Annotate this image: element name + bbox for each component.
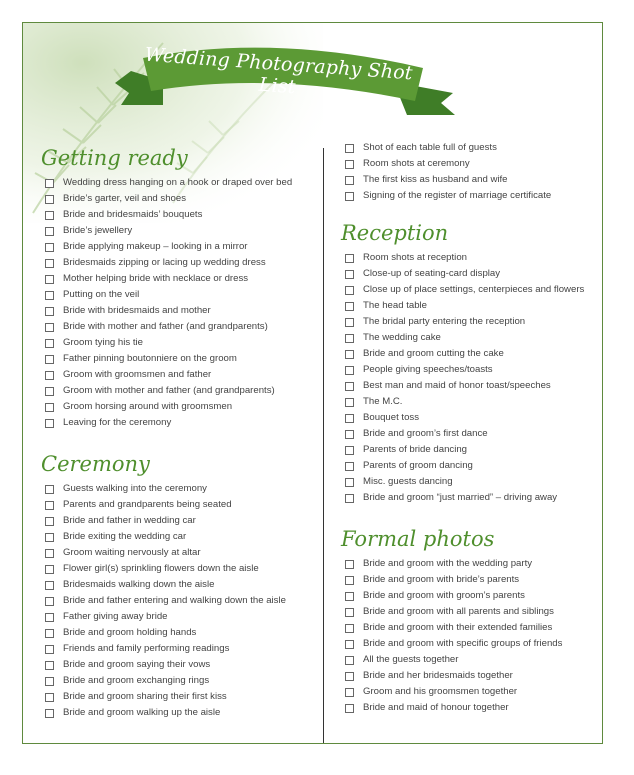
left-column: [41, 145, 321, 721]
checklist-item: [41, 383, 321, 399]
checkbox[interactable]: [345, 672, 354, 681]
checkbox[interactable]: [45, 693, 54, 702]
checklist-item: [41, 335, 321, 351]
checklist-item: [341, 588, 603, 604]
checklist-item: [41, 481, 321, 497]
checkbox[interactable]: [345, 624, 354, 633]
checkbox[interactable]: [345, 608, 354, 617]
checkbox[interactable]: [345, 270, 354, 279]
checklist-item-label: Parents of bride dancing: [363, 444, 467, 455]
checklist-item-label: Room shots at reception: [363, 252, 467, 263]
checklist-item: [341, 140, 603, 156]
ceremony-list: [41, 481, 321, 721]
checkbox[interactable]: [45, 259, 54, 268]
checkbox[interactable]: [45, 291, 54, 300]
checkbox[interactable]: [345, 350, 354, 359]
checklist-item-label: Parents of groom dancing: [363, 460, 473, 471]
checkbox[interactable]: [345, 286, 354, 295]
checklist-item: [41, 561, 321, 577]
checklist-item: [41, 415, 321, 431]
checkbox[interactable]: [45, 645, 54, 654]
checklist-item-label: Signing of the register of marriage certificate: [363, 190, 552, 201]
checklist-item: [341, 298, 603, 314]
checklist-item-label: Bride and groom with specific groups of friends: [363, 638, 563, 649]
checkbox[interactable]: [45, 613, 54, 622]
checklist-item: [341, 620, 603, 636]
checklist-item: [341, 668, 603, 684]
checkbox[interactable]: [45, 195, 54, 204]
checklist-item-label: Bride and groom saying their vows: [63, 659, 211, 670]
checklist-item: [341, 426, 603, 442]
checklist-item: [341, 378, 603, 394]
checklist-item: [341, 266, 603, 282]
checkbox[interactable]: [345, 430, 354, 439]
checkbox[interactable]: [45, 243, 54, 252]
checkbox[interactable]: [45, 565, 54, 574]
checkbox[interactable]: [345, 656, 354, 665]
checklist-item-label: Bride and groom with groom’s parents: [363, 590, 525, 601]
checklist-item: [341, 362, 603, 378]
checklist-item-label: The M.C.: [363, 396, 403, 407]
checkbox[interactable]: [45, 403, 54, 412]
checklist-item: [341, 330, 603, 346]
checklist-item-label: Groom horsing around with groomsmen: [63, 401, 233, 412]
checkbox[interactable]: [45, 371, 54, 380]
checkbox[interactable]: [45, 485, 54, 494]
checkbox[interactable]: [345, 318, 354, 327]
checkbox[interactable]: [45, 275, 54, 284]
checklist-item-label: Bride with bridesmaids and mother: [63, 305, 211, 316]
checklist-item: [41, 657, 321, 673]
checkbox[interactable]: [45, 549, 54, 558]
checkbox[interactable]: [345, 446, 354, 455]
checkbox[interactable]: [45, 339, 54, 348]
section-heading-formal-photos: Formal photos: [341, 527, 495, 551]
checkbox[interactable]: [345, 160, 354, 169]
checklist-item: [341, 188, 603, 204]
checklist-item-label: Friends and family performing readings: [63, 643, 230, 654]
checkbox[interactable]: [45, 355, 54, 364]
checklist-item-label: Bridesmaids walking down the aisle: [63, 579, 215, 590]
page-title: Wedding Photography Shot List: [144, 43, 414, 99]
checklist-item-label: Bouquet toss: [363, 412, 420, 423]
ceremony-continued-list: [341, 140, 603, 204]
checklist-item-label: Bride and bridesmaids’ bouquets: [63, 209, 203, 220]
checklist-item: [341, 282, 603, 298]
checkbox[interactable]: [345, 334, 354, 343]
checklist-item: [41, 641, 321, 657]
checklist-item: [341, 156, 603, 172]
checklist-item: [41, 303, 321, 319]
checklist-item: [41, 529, 321, 545]
checklist-item: [341, 684, 603, 700]
checkbox[interactable]: [345, 382, 354, 391]
checkbox[interactable]: [45, 387, 54, 396]
checklist-item: [41, 625, 321, 641]
checklist-item: [41, 351, 321, 367]
checklist-item: [41, 175, 321, 191]
checklist-item: [41, 271, 321, 287]
checklist-item-label: The bridal party entering the reception: [363, 316, 526, 327]
checkbox[interactable]: [345, 576, 354, 585]
checklist-item-label: Room shots at ceremony: [363, 158, 470, 169]
checklist-item-label: The head table: [363, 300, 428, 311]
checklist-item: [41, 399, 321, 415]
checklist-item: [341, 458, 603, 474]
checkbox[interactable]: [45, 501, 54, 510]
checklist-item-label: Bride and father entering and walking down the aisle: [63, 595, 286, 606]
checkbox[interactable]: [45, 677, 54, 686]
checklist-item: [341, 314, 603, 330]
checklist-item-label: Bride and groom cutting the cake: [363, 348, 504, 359]
checkbox[interactable]: [345, 640, 354, 649]
checklist-item-label: Bride and groom with all parents and siblings: [363, 606, 554, 617]
checklist-item: [341, 652, 603, 668]
checklist-item-label: Father giving away bride: [63, 611, 168, 622]
checklist-item-label: Bride’s garter, veil and shoes: [63, 193, 187, 204]
checklist-item-label: Flower girl(s) sprinkling flowers down the aisle: [63, 563, 259, 574]
checklist-item: [41, 367, 321, 383]
checkbox[interactable]: [45, 597, 54, 606]
checklist-item-label: The first kiss as husband and wife: [363, 174, 508, 185]
checkbox[interactable]: [345, 704, 354, 713]
checkbox[interactable]: [345, 398, 354, 407]
checklist-item: [41, 223, 321, 239]
section-heading-ceremony: Ceremony: [41, 452, 150, 476]
checklist-item: [41, 689, 321, 705]
checkbox[interactable]: [345, 366, 354, 375]
getting-ready-list: [41, 175, 321, 431]
checklist-item: [341, 700, 603, 716]
checklist-item: [341, 346, 603, 362]
checklist-item-label: Groom waiting nervously at altar: [63, 547, 201, 558]
checklist-item-label: Bride with mother and father (and grandparents): [63, 321, 268, 332]
checkbox[interactable]: [45, 629, 54, 638]
checklist-item: [341, 442, 603, 458]
checkbox[interactable]: [345, 144, 354, 153]
checklist-item-label: Bride and groom’s first dance: [363, 428, 488, 439]
checkbox[interactable]: [45, 517, 54, 526]
checklist-item: [341, 394, 603, 410]
checkbox[interactable]: [45, 709, 54, 718]
checklist-item-label: The wedding cake: [363, 332, 441, 343]
checklist-item-label: Bride and groom holding hands: [63, 627, 197, 638]
checklist-item: [41, 497, 321, 513]
column-divider: [323, 148, 324, 744]
checklist-item: [341, 604, 603, 620]
checklist-item: [341, 636, 603, 652]
checklist-item: [341, 410, 603, 426]
checklist-item: [41, 239, 321, 255]
checkbox[interactable]: [345, 192, 354, 201]
checklist-item-label: Groom tying his tie: [63, 337, 143, 348]
checkbox[interactable]: [345, 592, 354, 601]
checkbox[interactable]: [345, 176, 354, 185]
checklist-item-label: People giving speeches/toasts: [363, 364, 493, 375]
checklist-item-label: Close up of place settings, centerpieces and flowers: [363, 284, 585, 295]
checklist-item-label: Bride and father in wedding car: [63, 515, 196, 526]
checkbox[interactable]: [45, 419, 54, 428]
checklist-item-label: Bride exiting the wedding car: [63, 531, 187, 542]
checklist-item-label: Guests walking into the ceremony: [63, 483, 207, 494]
checklist-item-label: Groom with groomsmen and father: [63, 369, 212, 380]
checklist-item: [41, 191, 321, 207]
checklist-item-label: Leaving for the ceremony: [63, 417, 172, 428]
checklist-item-label: Groom and his groomsmen together: [363, 686, 518, 697]
checklist-item-label: Parents and grandparents being seated: [63, 499, 232, 510]
checklist-item-label: Bride and groom with bride’s parents: [363, 574, 520, 585]
checklist-item-label: Bride’s jewellery: [63, 225, 133, 236]
checklist-item-label: Misc. guests dancing: [363, 476, 453, 487]
checklist-item-label: Shot of each table full of guests: [363, 142, 497, 153]
checklist-item: [41, 545, 321, 561]
formal-photos-list: [341, 556, 603, 716]
checklist-item-label: Best man and maid of honor toast/speeches: [363, 380, 551, 391]
checkbox[interactable]: [45, 323, 54, 332]
checklist-item: [41, 287, 321, 303]
checklist-item: [341, 490, 603, 506]
checkbox[interactable]: [345, 560, 354, 569]
checklist-item-label: Mother helping bride with necklace or dress: [63, 273, 249, 284]
checkbox[interactable]: [345, 478, 354, 487]
checkbox[interactable]: [45, 179, 54, 188]
checklist-item: [341, 172, 603, 188]
checklist-item-label: Close-up of seating-card display: [363, 268, 501, 279]
checklist-item-label: All the guests together: [363, 654, 459, 665]
checklist-item-label: Bride and her bridesmaids together: [363, 670, 513, 681]
checkbox[interactable]: [45, 581, 54, 590]
checklist-item: [341, 474, 603, 490]
checklist-item-label: Bride and groom exchanging rings: [63, 675, 210, 686]
checklist-item-label: Wedding dress hanging on a hook or draped over bed: [63, 177, 293, 188]
checklist-item: [41, 255, 321, 271]
checkbox[interactable]: [45, 533, 54, 542]
checkbox[interactable]: [45, 661, 54, 670]
checklist-item-label: Bride and groom with the wedding party: [363, 558, 533, 569]
checklist-item-label: Bride and maid of honour together: [363, 702, 509, 713]
checklist-item-label: Bride applying makeup – looking in a mirror: [63, 241, 248, 252]
checklist-item: [41, 513, 321, 529]
right-column: [341, 140, 603, 716]
checklist-item-label: Bridesmaids zipping or lacing up wedding dress: [63, 257, 266, 268]
checklist-item-label: Father pinning boutonniere on the groom: [63, 353, 237, 364]
checklist-item: [41, 673, 321, 689]
checkbox[interactable]: [345, 688, 354, 697]
checklist-item: [41, 319, 321, 335]
checklist-item: [41, 609, 321, 625]
checkbox[interactable]: [45, 211, 54, 220]
checklist-item-label: Putting on the veil: [63, 289, 140, 300]
checkbox[interactable]: [345, 254, 354, 263]
checkbox[interactable]: [345, 462, 354, 471]
section-heading-getting-ready: Getting ready: [41, 146, 188, 170]
checklist-item: [41, 705, 321, 721]
checklist-item: [41, 593, 321, 609]
checklist-item-label: Groom with mother and father (and grandparents): [63, 385, 275, 396]
checkbox[interactable]: [345, 494, 354, 503]
checklist-item: [341, 556, 603, 572]
reception-list: [341, 250, 603, 506]
checklist-item: [341, 572, 603, 588]
checklist-page: [22, 22, 603, 744]
checklist-item-label: Bride and groom sharing their first kiss: [63, 691, 227, 702]
checkbox[interactable]: [45, 227, 54, 236]
checklist-item-label: Bride and groom with their extended families: [363, 622, 553, 633]
checkbox[interactable]: [345, 414, 354, 423]
checklist-item: [341, 250, 603, 266]
checklist-item-label: Bride and groom walking up the aisle: [63, 707, 221, 718]
checkbox[interactable]: [45, 307, 54, 316]
checklist-item-label: Bride and groom “just married” – driving away: [363, 492, 558, 503]
checklist-item: [41, 207, 321, 223]
section-heading-reception: Reception: [341, 221, 449, 245]
checklist-item: [41, 577, 321, 593]
checkbox[interactable]: [345, 302, 354, 311]
